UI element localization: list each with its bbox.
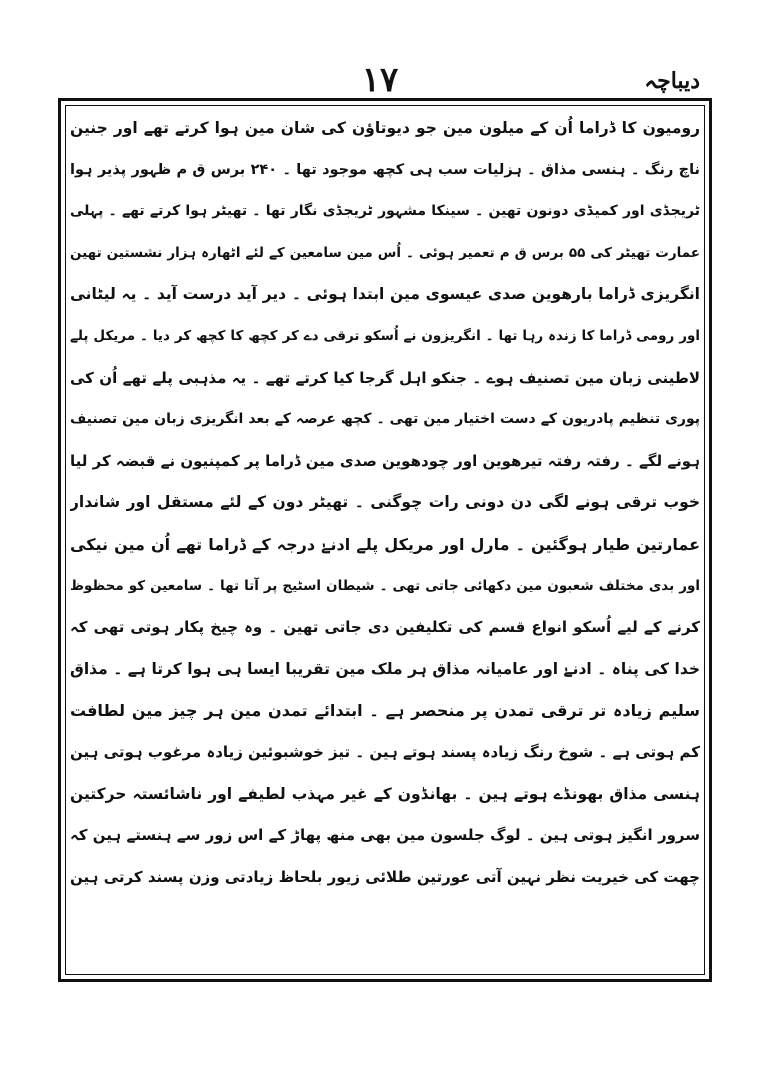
text-line: سلیم زیادہ تر ترقی تمدن پر منحصر ہے ۔ ابتدائے تمدن مین ہر چیز مین لطافت xyxy=(70,701,700,721)
section-title: دیباچہ xyxy=(644,68,700,94)
page-header xyxy=(60,60,700,100)
text-line: پوری تنظیم پادریون کے دست اختیار مین تھی ۔ کچھ عرصہ کے بعد انگریزی زبان مین تصنیف xyxy=(70,411,700,428)
page-number: ۱۷ xyxy=(361,60,399,100)
text-line: چھت کی خیریت نظر نہین آتی عورتین طلائی زیور بلحاظ زیادتی وزن پسند کرتی ہین xyxy=(70,867,700,886)
text-line: سرور انگیز ہوتی ہین ۔ لوگ جلسون مین بھی منھ پھاڑ کے اس زور سے ہنستے ہین کہ xyxy=(70,826,700,845)
text-line: عمارت تھیٹر کی ۵۵ برس ق م تعمیر ہوئی ۔ اُس مین سامعین کے لئے اٹھارہ ہزار نشستین تھین xyxy=(70,244,700,261)
text-line: ہنسی مذاق بھونڈے ہوتے ہین ۔ بھانڈون کے غیر مہذب لطیفے اور ناشائستہ حرکتین xyxy=(70,784,700,803)
text-line: کم ہوتی ہے ۔ شوخ رنگ زیادہ پسند ہوتے ہین ۔ تیز خوشبوئین زیادہ مرغوب ہوتی ہین xyxy=(70,742,700,761)
text-line: اور رومی ڈراما کا زندہ رہا تھا ۔ انگریزون نے اُسکو ترقی دے کر کچھ کا کچھ کر دیا ۔ مریکل پلے xyxy=(70,327,700,344)
text-line: رومیون کا ڈراما اُن کے میلون مین جو دیوتاؤن کی شان مین ہوا کرتے تھے اور جنین xyxy=(70,119,700,137)
text-line: ہونے لگے ۔ رفتہ رفتہ تیرھوین اور چودھوین صدی مین ڈراما پر کمپنیون نے قبضہ کر لیا xyxy=(70,451,700,470)
text-line: خوب ترقی ہونے لگی دن دونی رات چوگنی ۔ تھیٹر دون کے لئے مستقل اور شاندار xyxy=(70,493,700,512)
text-line: کرنے کے لیے اُسکو انواع قسم کی تکلیفین دی جاتی تھین ۔ وہ چیخ پکار ہوتی تھی کہ xyxy=(70,618,700,637)
text-line: لاطینی زبان مین تصنیف ہوے ۔ جنکو اہل گرجا کیا کرتے تھے ۔ یہ مذہبی پلے تھے اُن کی xyxy=(70,368,700,387)
text-line: انگریزی ڈراما بارھوین صدی عیسوی مین ابتدا ہوئی ۔ دیر آید درست آید ۔ یہ لیٹانی xyxy=(70,285,700,304)
text-line: اور بدی مختلف شعبون مین دکھائی جاتی تھی ۔ شیطان اسٹیج پر آتا تھا ۔ سامعین کو محظوظ xyxy=(70,577,700,594)
text-line: عمارتین طیار ہوگئین ۔ مارل اور مریکل پلے ادنےٰ درجہ کے ڈراما تھے اُن مین نیکی xyxy=(70,534,700,554)
text-line: ناچ رنگ ۔ ہنسی مذاق ۔ ہزلیات سب ہی کچھ موجود تھا ۔ ۲۴۰ برس ق م ظہور پذیر ہوا xyxy=(70,161,700,178)
text-line: ٹریجڈی اور کمیڈی دونون تھین ۔ سینکا مشہور ٹریجڈی نگار تھا ۔ تھیٹر ہوا کرتے تھے ۔ پہلی xyxy=(70,203,700,220)
text-line: خدا کی پناہ ۔ ادنےٰ اور عامیانہ مذاق ہر ملک مین تقریبا ایسا ہی ہوا کرتا ہے ۔ مذاق xyxy=(70,659,700,678)
body-text xyxy=(70,108,700,972)
